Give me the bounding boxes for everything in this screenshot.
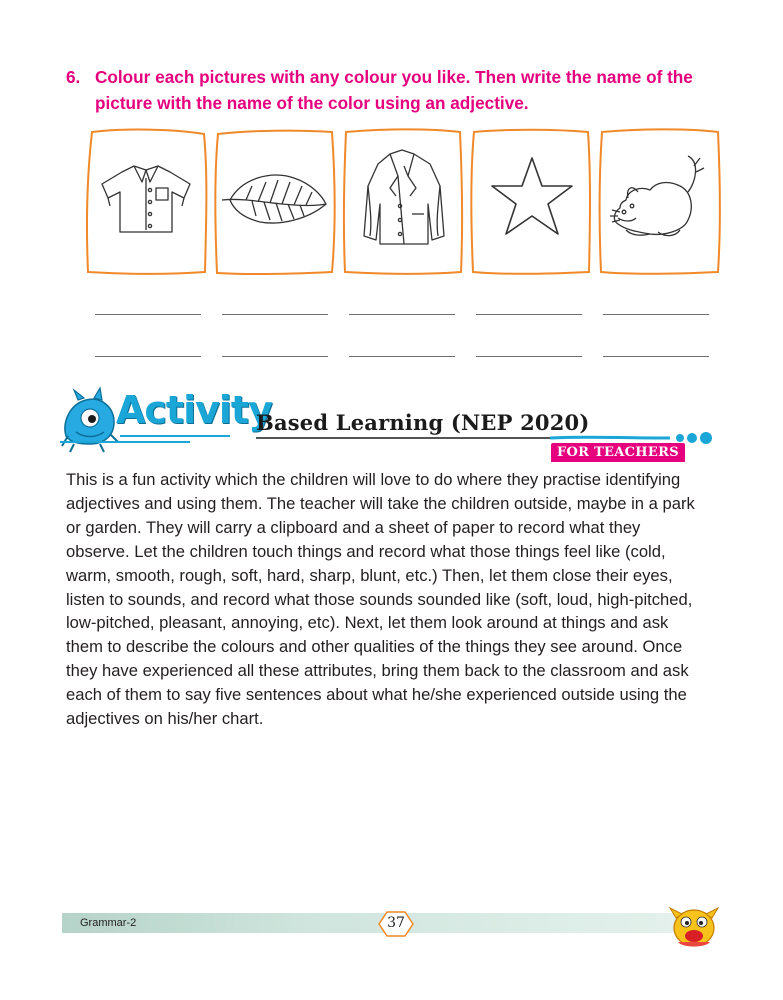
- answer-line-2a[interactable]: [222, 314, 328, 315]
- picture-frame-dog[interactable]: [596, 126, 720, 276]
- question-text: [95, 64, 718, 116]
- answer-line-4a[interactable]: [476, 314, 582, 315]
- answer-line-4b[interactable]: [476, 356, 582, 357]
- picture-row: [84, 126, 724, 276]
- answer-line-2b[interactable]: [222, 356, 328, 357]
- picture-frame-leaf[interactable]: [212, 126, 336, 276]
- activity-header: [60, 386, 720, 466]
- body-line: listen to sounds, and record what those sounds sounded like (soft, loud, high-pitched,: [66, 589, 693, 609]
- activity-subtitle: Based Learning (NEP 2020): [256, 410, 590, 435]
- dog-icon: [596, 126, 724, 276]
- body-line: observe. Let the children touch things and record what those things feel like (cold,: [66, 541, 666, 561]
- answer-line-1b[interactable]: [95, 356, 201, 357]
- answer-line-3b[interactable]: [349, 356, 455, 357]
- question-6: [66, 64, 718, 116]
- question-number: 6.: [66, 67, 81, 87]
- body-line: warm, smooth, rough, soft, hard, sharp, blunt, etc.) Then, let them close their eyes,: [66, 565, 673, 585]
- body-line: adjectives and using them. The teacher will take the children outside, maybe in a park: [66, 493, 695, 513]
- star-icon: [468, 126, 594, 276]
- activity-description: [66, 468, 718, 731]
- page-number-text: 37: [387, 915, 405, 931]
- question-line-1: Colour each pictures with any colour you like. Then write the name of the: [95, 67, 693, 87]
- for-teachers-badge: FOR TEACHERS: [551, 443, 685, 462]
- jacket-icon: [340, 126, 466, 276]
- answer-line-5a[interactable]: [603, 314, 709, 315]
- answer-line-5b[interactable]: [603, 356, 709, 357]
- body-line: low-pitched, pleasant, annoying, etc). Next, let them look around at things and ask: [66, 613, 669, 633]
- body-line: or garden. They will carry a clipboard and a sheet of paper to record what they: [66, 517, 641, 537]
- answer-line-1a[interactable]: [95, 314, 201, 315]
- answer-line-3a[interactable]: [349, 314, 455, 315]
- activity-title: Activity: [116, 388, 272, 432]
- picture-frame-shirt[interactable]: [84, 126, 208, 276]
- question-line-2: picture with the name of the color using an adjective.: [95, 93, 529, 113]
- book-title: Grammar-2: [80, 917, 137, 929]
- body-line: they have experienced all these attributes, bring them back to the classroom and ask: [66, 661, 689, 681]
- picture-frame-jacket[interactable]: [340, 126, 464, 276]
- yellow-cartoon-icon: [668, 898, 720, 950]
- body-line: adjectives on his/her chart.: [66, 709, 264, 729]
- body-line: each of them to say five sentences about what he/she experienced outside using the: [66, 685, 687, 705]
- body-line: them to describe the colours and other qualities of the things they see around. Once: [66, 637, 683, 657]
- body-line: This is a fun activity which the children will love to do where they practise identifying: [66, 470, 681, 489]
- footer-bar: [62, 913, 680, 933]
- page-footer: [62, 910, 702, 940]
- leaf-icon: [212, 126, 338, 276]
- page-number: [377, 910, 415, 938]
- shirt-icon: [84, 126, 210, 276]
- picture-frame-star[interactable]: [468, 126, 592, 276]
